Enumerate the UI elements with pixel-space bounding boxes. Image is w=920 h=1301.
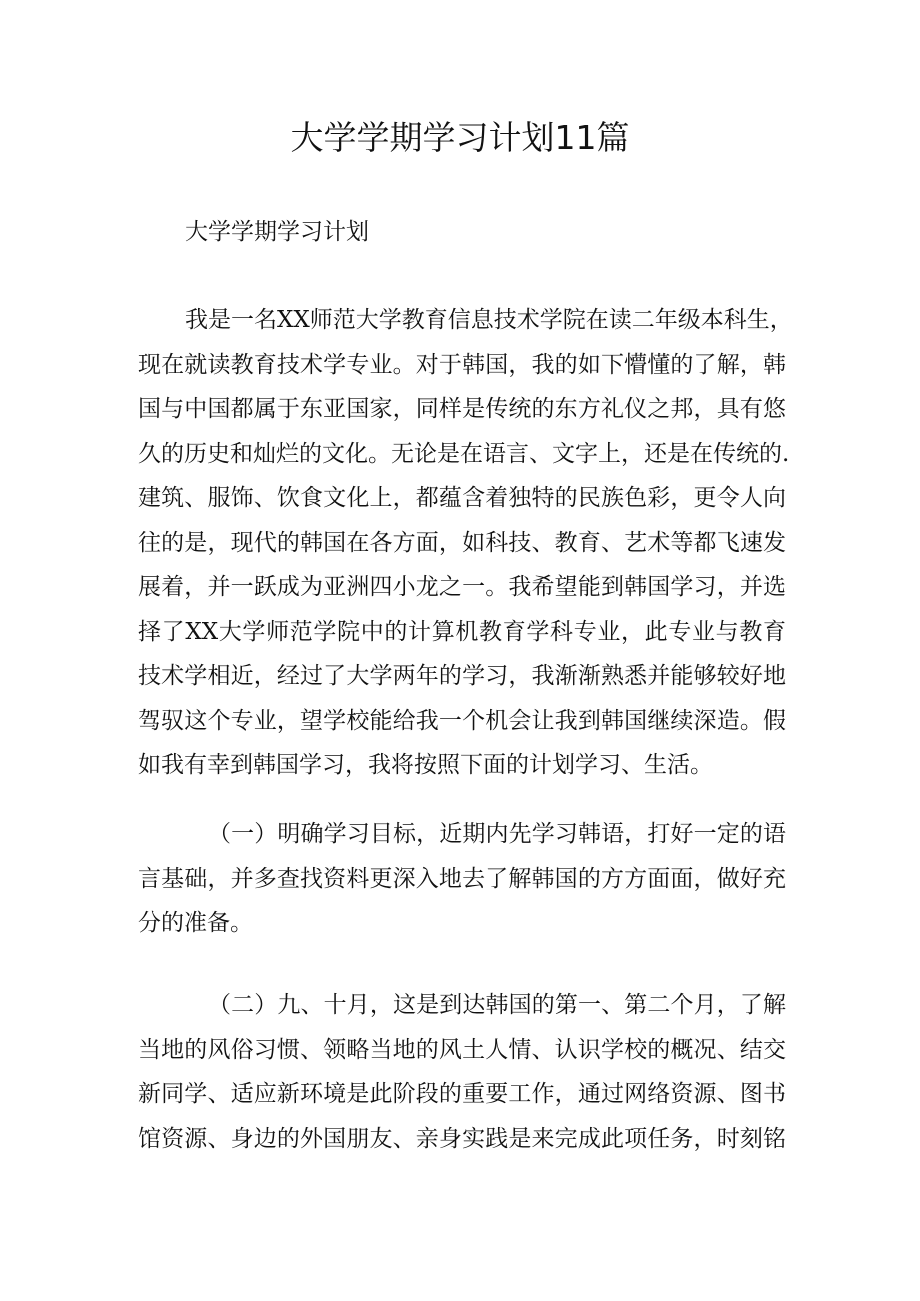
paragraph-intro (138, 298, 793, 788)
paragraph-line: （一）明确学习目标，近期内先学习韩语，打好一定的语 (208, 821, 786, 847)
paragraph-line: 国与中国都属于东亚国家，同样是传统的东方礼仪之邦，具有悠 (138, 396, 786, 422)
paragraph-line: 我是一名XX师范大学教育信息技术学院在读二年级本科生， (185, 307, 793, 333)
document-title: 大学学期学习计划11篇 (290, 118, 630, 157)
paragraph-line: 新同学、适应新环境是此阶段的重要工作，通过网络资源、图书 (138, 1081, 786, 1107)
paragraph-line: 建筑、服饰、饮食文化上，都蕴含着独特的民族色彩，更令人向 (138, 485, 786, 511)
paragraph-line: 往的是，现代的韩国在各方面，如科技、教育、艺术等都飞速发 (138, 529, 786, 556)
paragraph-line: 分的准备。 (138, 910, 253, 936)
paragraph-line: 久的历史和灿烂的文化。无论是在语言、文字上，还是在传统的. (138, 440, 790, 467)
section-subtitle: 大学学期学习计划 (185, 219, 369, 245)
paragraph-line: 言基础，并多查找资料更深入地去了解韩国的方方面面，做好充 (138, 865, 786, 892)
paragraph-line: 展着，并一跃成为亚洲四小龙之一。我希望能到韩国学习，并选 (138, 574, 786, 600)
paragraph-line: 现在就读教育技术学专业。对于韩国，我的如下懵懂的了解，韩 (138, 351, 786, 378)
paragraph-line: （二）九、十月，这是到达韩国的第一、第二个月，了解 (208, 992, 786, 1018)
paragraph-line: 当地的风俗习惯、领略当地的风土人情、认识学校的概况、结交 (138, 1036, 786, 1063)
paragraph-item-two (138, 983, 786, 1161)
paragraph-line: 择了XX大学师范学院中的计算机教育学科专业，此专业与教育 (138, 618, 786, 645)
paragraph-item-one (138, 812, 786, 946)
paragraph-line: 如我有幸到韩国学习，我将按照下面的计划学习、生活。 (138, 752, 713, 778)
paragraph-line: 驾驭这个专业，望学校能给我一个机会让我到韩国继续深造。假 (138, 707, 786, 734)
paragraph-line: 馆资源、身边的外国朋友、亲身实践是来完成此项任务，时刻铭 (138, 1125, 786, 1152)
paragraph-line: 技术学相近，经过了大学两年的学习，我渐渐熟悉并能够较好地 (138, 663, 786, 689)
